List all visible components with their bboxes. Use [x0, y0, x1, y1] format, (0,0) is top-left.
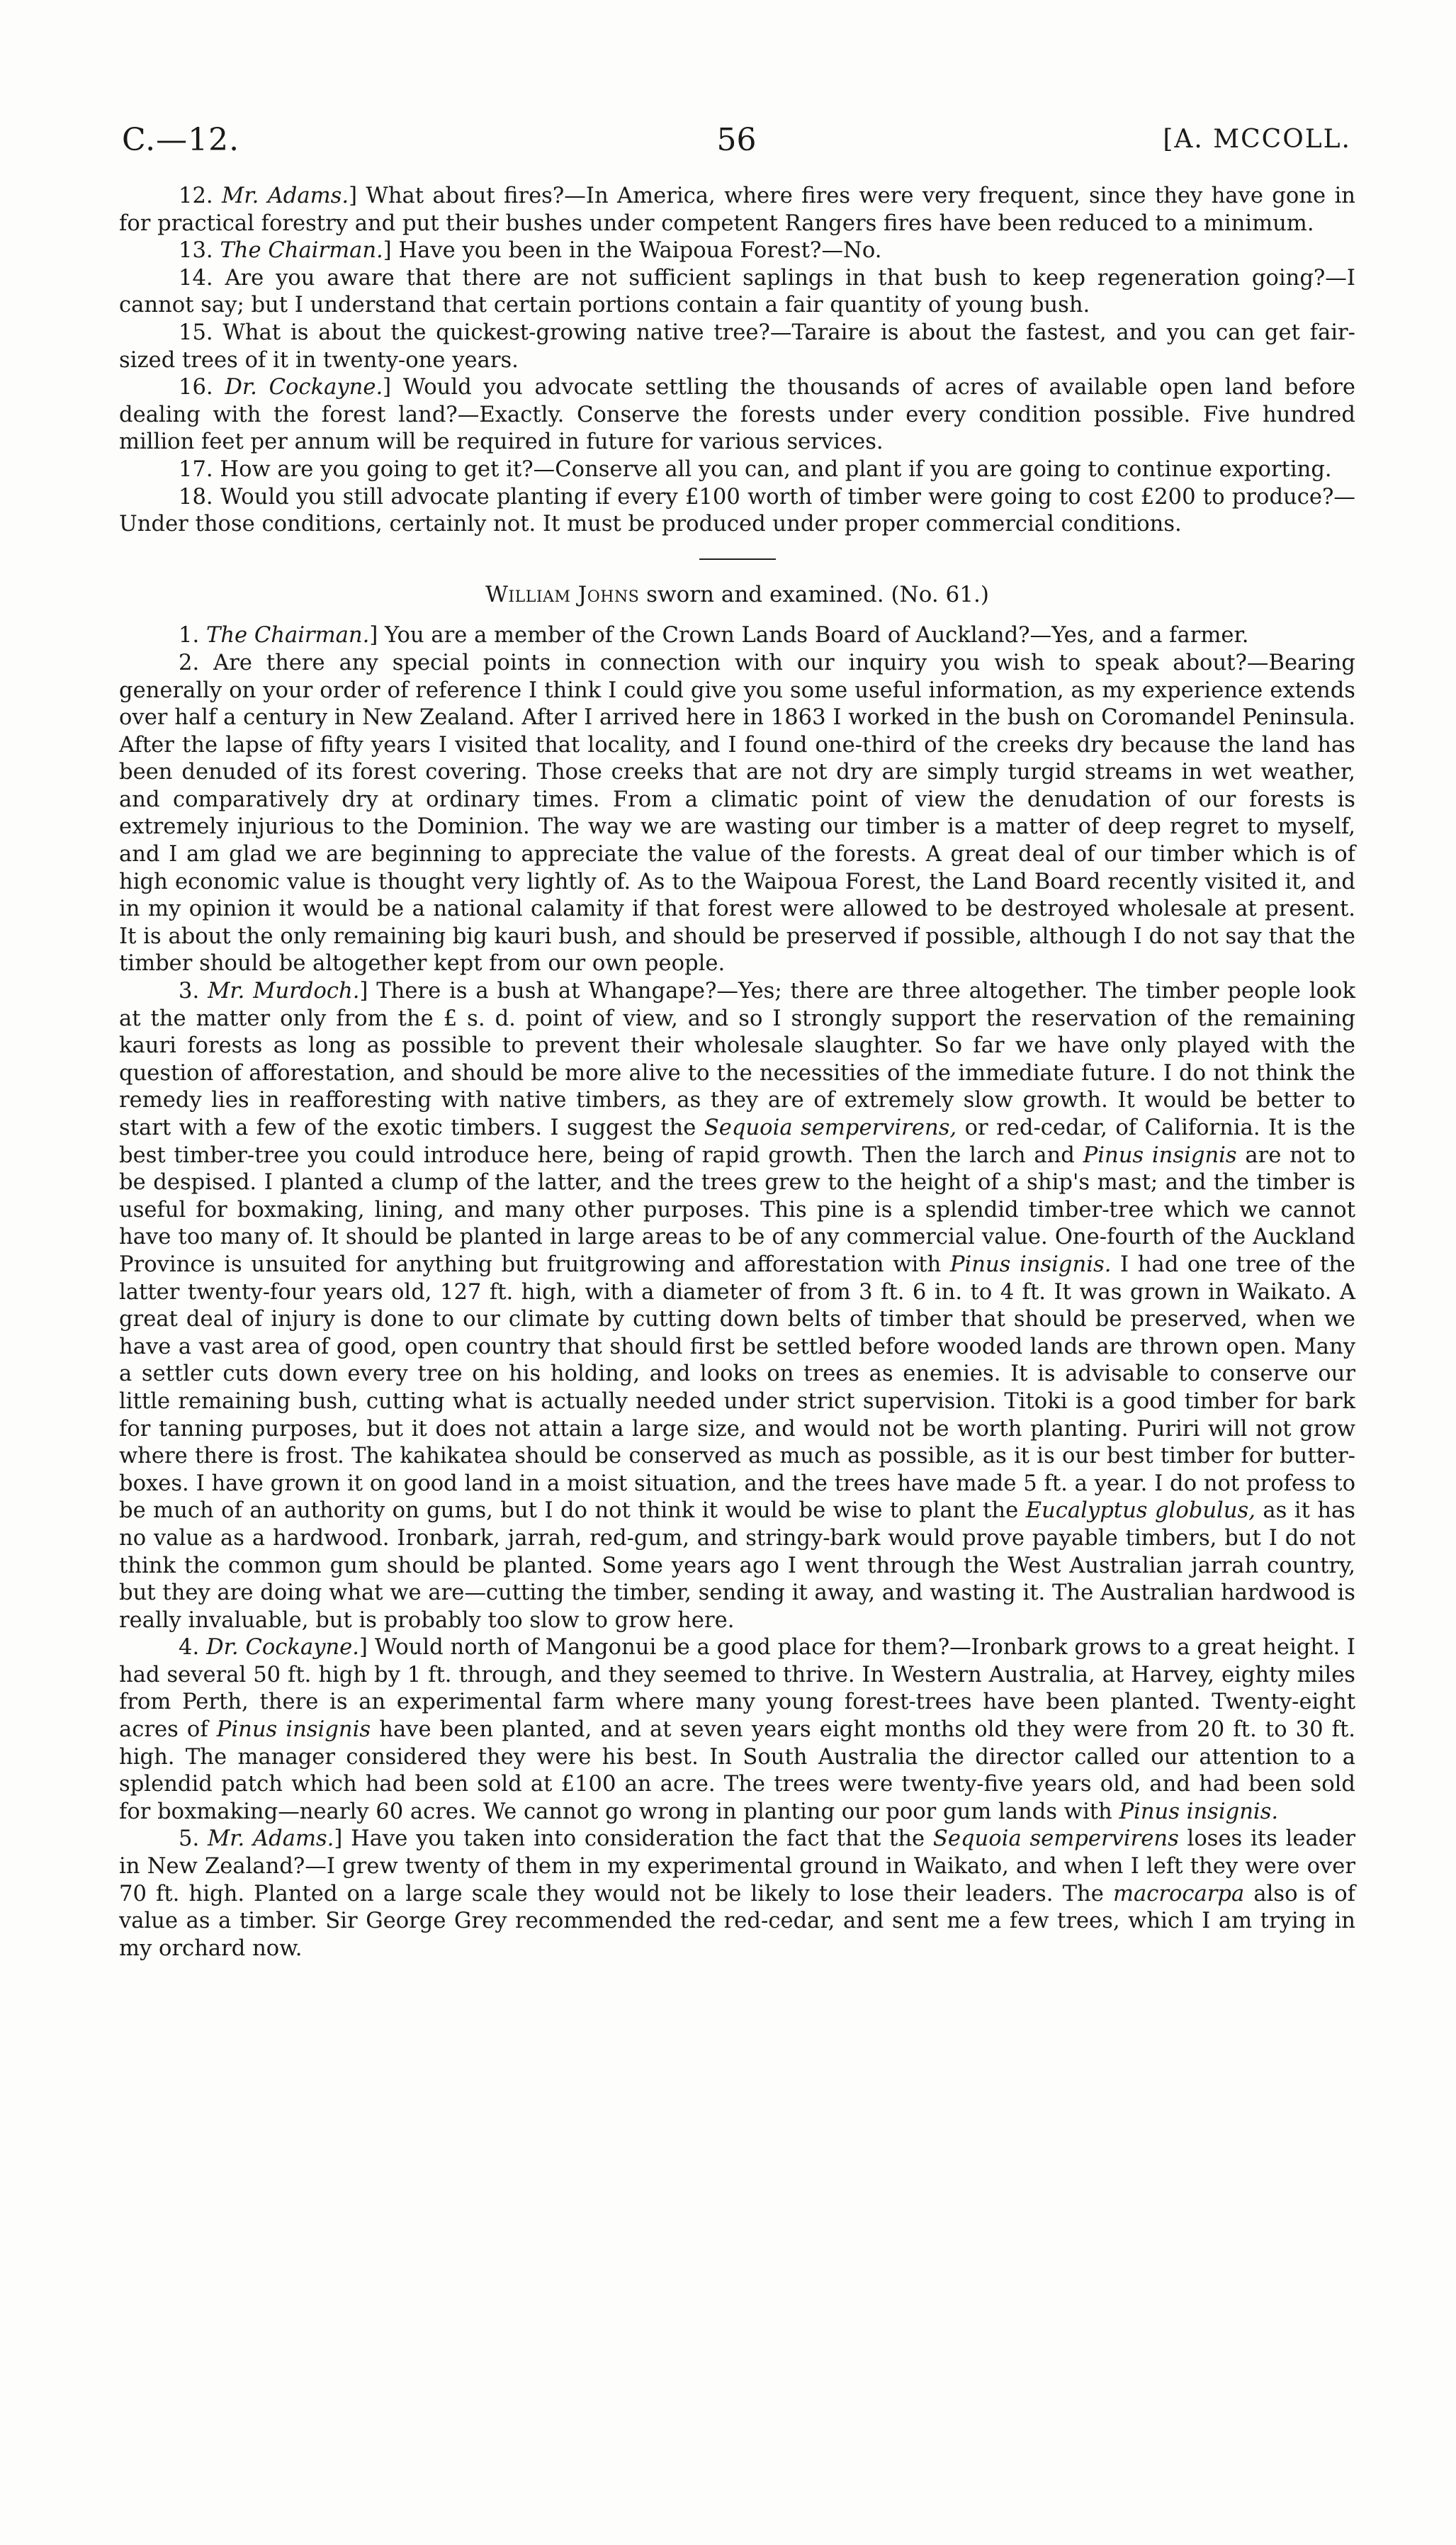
witness-heading: William Johns sworn and examined. (No. 61.) — [485, 581, 989, 607]
question-16: 16. Dr. Cockayne.] Would you advocate settling the thousands of acres of available open land before dealing with the forest land?—Exactly. Conserve the forests under every condition possible. Five hundred million feet per annum will be required in future for various services. — [119, 375, 1355, 455]
johns-question-1: 1. The Chairman.] You are a member of the Crown Lands Board of Auckland?—Yes, and a farmer. — [179, 623, 1249, 648]
page-number: 56 — [716, 122, 757, 158]
question-15: 15. What is about the quickest-growing native tree?—Taraire is about the fastest, and you can get fair-sized trees of it in twenty-one years. — [119, 320, 1356, 373]
parliamentary-paper-ref: C.—12. — [122, 122, 240, 158]
johns-question-5: 5. Mr. Adams.] Have you taken into consideration the fact that the Sequoia sempervirens loses its leader in New Zealand?—I grew twenty of them in my experimental ground in Waikato, and when I left they were over 70 ft. high. Planted on a large scale they would not be likely to lose their leaders. The macrocarpa also is of value as a timber. Sir George Grey recommended the red-cedar, and sent me a few trees, which I am trying in my orchard now. — [119, 1826, 1355, 1961]
question-18: 18. Would you still advocate planting if every £100 worth of timber were going to cost £200 to produce?—Under those conditions, certainly not. It must be produced under proper commercial conditions. — [119, 484, 1355, 537]
question-13: 13. The Chairman.] Have you been in the Waipoua Forest?—No. — [179, 238, 882, 264]
section-divider — [699, 558, 776, 560]
question-14: 14. Are you aware that there are not sufficient saplings in that bush to keep regeneration going?—I cannot say; but I understand that certain portions contain a fair quantity of young bush. — [119, 265, 1355, 318]
question-17: 17. How are you going to get it?—Conserve all you can, and plant if you are going to continue exporting. — [179, 456, 1332, 482]
johns-question-4: 4. Dr. Cockayne.] Would north of Mangonui be a good place for them?—Ironbark grows to a great height. I had several 50 ft. high by 1 ft. through, and they seemed to thrive. In Western Australia, at Harvey, eighty miles from Perth, there is an experimental farm where many young forest-trees have been planted. Twenty-eight acres of Pinus insignis have been planted, and at seven years eight months old they were from 20 ft. to 30 ft. high. The manager considered they were his best. In South Australia the director called our attention to a splendid patch which had been sold at £100 an acre. The trees were twenty-five years old, and had been sold for boxmaking—nearly 60 acres. We cannot go wrong in planting our poor gum lands with Pinus insignis. — [119, 1635, 1356, 1824]
page-header — [122, 122, 1351, 164]
page-body — [119, 183, 1355, 1962]
johns-question-2: 2. Are there any special points in connection with our inquiry you wish to speak about?—Bearing generally on your order of reference I think I could give you some useful information, as my experience extends over half a century in New Zealand. After I arrived here in 1863 I worked in the bush on Coromandel Peninsula. After the lapse of fifty years I visited that locality, and I found one-third of the creeks dry because the land has been denuded of its forest covering. Those creeks that are not dry are simply turgid streams in wet weather, and comparatively dry at ordinary times. From a climatic point of view the denudation of our forests is extremely injurious to the Dominion. The way we are wasting our timber is a matter of deep regret to myself, and I am glad we are beginning to appreciate the value of the forests. A great deal of our timber which is of high economic value is thought very lightly of. As to the Waipoua Forest, the Land Board recently visited it, and in my opinion it would be a national calamity if that forest were allowed to be destroyed wholesale at present. It is about the only remaining big kauri bush, and should be preserved if possible, although I do not say that the timber should be altogether kept from our own people. — [119, 650, 1355, 977]
johns-question-3: 3. Mr. Murdoch.] There is a bush at Whangape?—Yes; there are three altogether. The timber people look at the matter only from the £ s. d. point of view, and so I strongly support the reservation of the remaining kauri forests as long as possible to prevent their wholesale slaughter. So far we have only played with the question of afforestation, and should be more alive to the necessities of the immediate future. I do not think the remedy lies in reafforesting with native timbers, as they are of extremely slow growth. It would be better to start with a few of the exotic timbers. I suggest the Sequoia sempervirens, or red-cedar, of California. It is the best timber-tree you could introduce here, being of rapid growth. Then the larch and Pinus insignis are not to be despised. I planted a clump of the latter, and the trees grew to the height of a ship's mast; and the timber is useful for boxmaking, lining, and many other purposes. This pine is a splendid timber-tree which we cannot have too many of. It should be planted in large areas to be of any commercial value. One-fourth of the Auckland Province is unsuited for anything but fruitgrowing and afforestation with Pinus insignis. I had one tree of the latter twenty-four years old, 127 ft. high, with a diameter of from 3 ft. 6 in. to 4 ft. It was grown in Waikato. A great deal of injury is done to our climate by cutting down belts of timber that should be preserved, when we have a vast area of good, open country that should first be settled before wooded lands are thrown open. Many a settler cuts down every tree on his holding, and looks on trees as enemies. It is advisable to conserve our little remaining bush, cutting what is actually needed under strict supervision. Titoki is a good timber for bark for tanning purposes, but it does not attain a large size, and would not be worth planting. Puriri will not grow where there is frost. The kahikatea should be conserved as much as possible, as it is our best timber for butter-boxes. I have grown it on good land in a moist situation, and the trees have made 5 ft. a year. I do not profess to be much of an authority on gums, but I do not think it would be wise to plant the Eucalyptus globulus, as it has no value as a hardwood. Ironbark, jarrah, red-gum, and stringy-bark would prove payable timbers, but I do not think the common gum should be planted. Some years ago I went through the West Australian jarrah country, but they are doing what we are—cutting the timber, sending it away, and wasting it. The Australian hardwood is really invaluable, but is probably too slow to grow here. — [119, 979, 1356, 1633]
question-12: 12. Mr. Adams.] What about fires?—In America, where fires were very frequent, since they have gone in for practical forestry and put their bushes under competent Rangers fires have been reduced to a minimum. — [119, 184, 1355, 236]
witness-running-head: [A. MCCOLL. — [1163, 125, 1351, 154]
